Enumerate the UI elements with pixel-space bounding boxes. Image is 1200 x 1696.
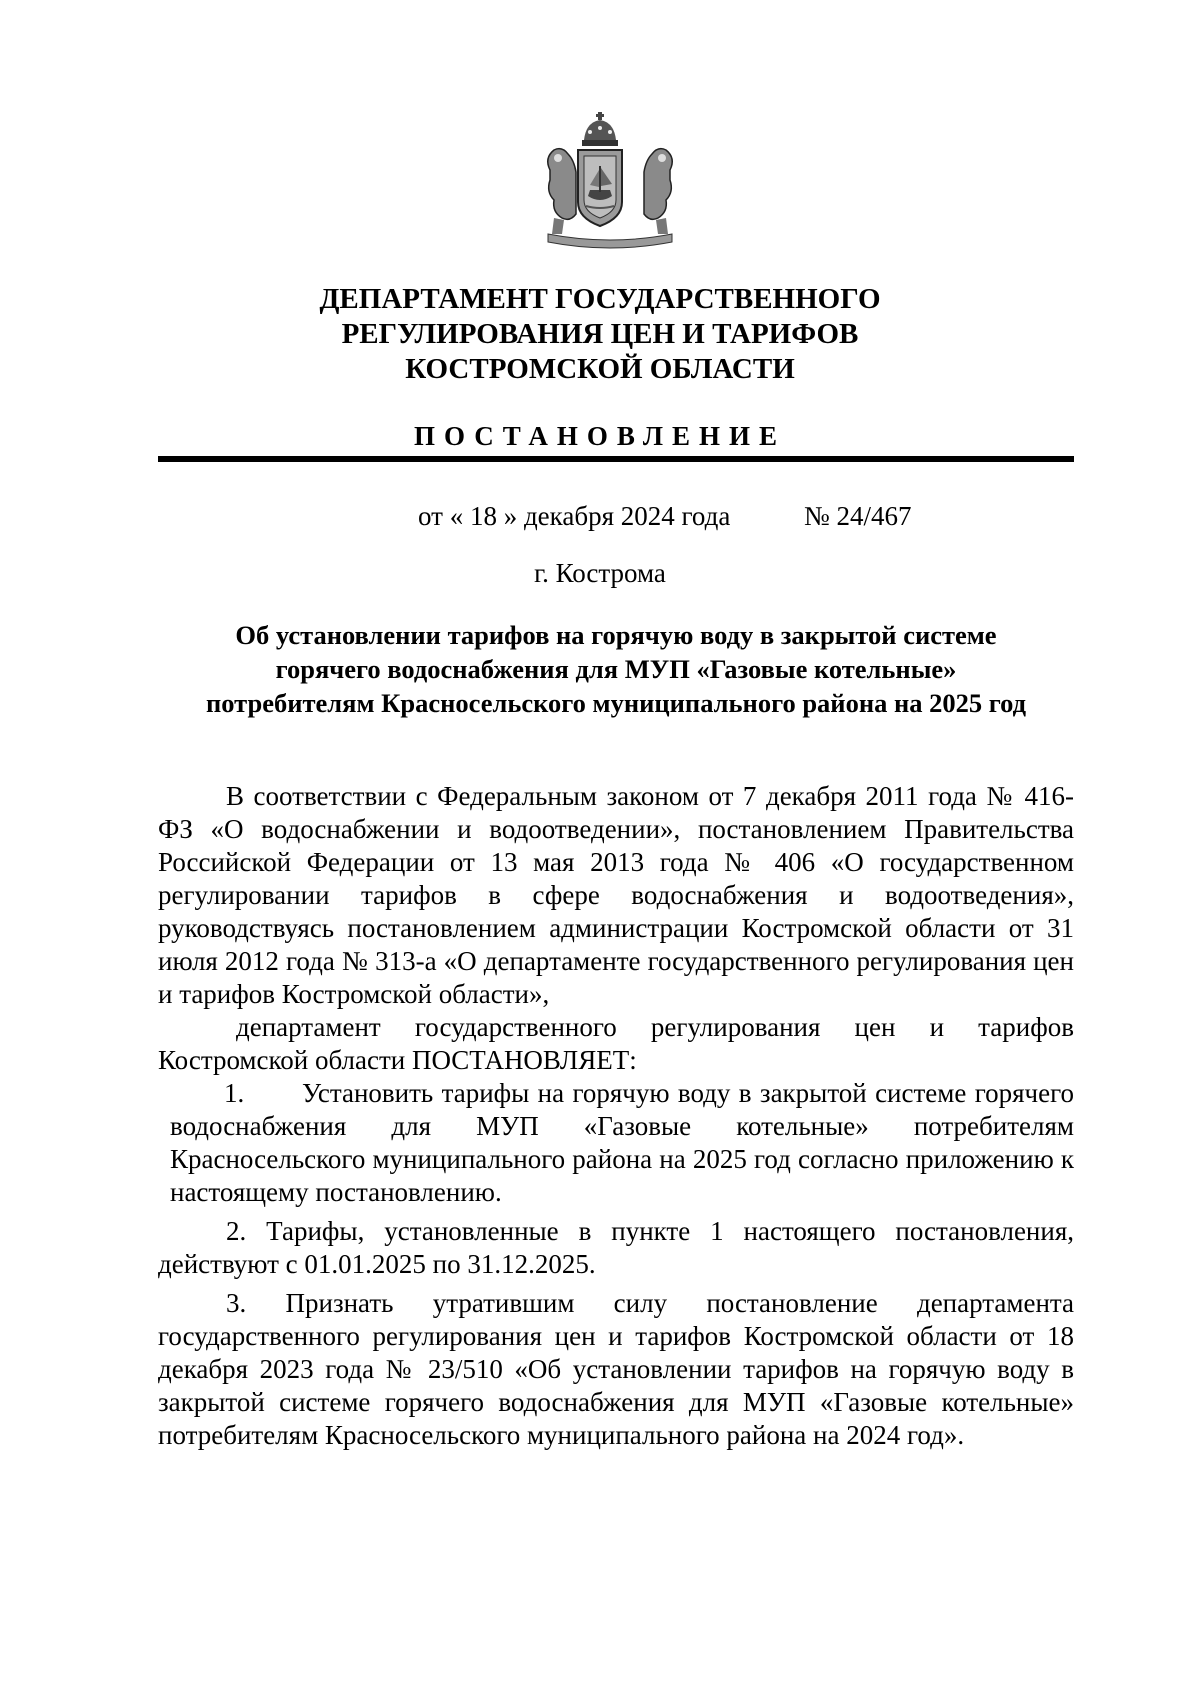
document-body <box>158 780 1074 1452</box>
item-1-text: Установить тарифы на горячую воду в закрытой системе горячего водоснабжения для МУП «Газовые котельные» потребителям Красносельского муниципального района на 2025 год согласно приложению к настоящему постановлению. <box>170 1078 1074 1207</box>
document-city: г. Кострома <box>534 558 666 588</box>
document-type: ПОСТАНОВЛЕНИЕ <box>413 421 787 451</box>
header-divider <box>158 456 1074 462</box>
header-line-2: РЕГУЛИРОВАНИЯ ЦЕН И ТАРИФОВ <box>341 318 859 350</box>
document-date: от « 18 » декабря 2024 года <box>418 501 731 531</box>
item-1-number: 1. <box>224 1078 245 1108</box>
item-1-paragraph <box>170 1077 1074 1209</box>
item-3-paragraph: 3. Признать утратившим силу постановление департамента государственного регулирования цен и тарифов Костромской области от 18 декабря 2023 года № 23/510 «Об установлении тарифов на горячую воду в закрытой системе горячего водоснабжения для МУП «Газовые котельные» потребителям Красносельского муниципального района на 2024 год». <box>158 1288 1074 1450</box>
department-header <box>0 282 1200 387</box>
document-title <box>158 618 1074 720</box>
title-line-2: горячего водоснабжения для МУП «Газовые котельные» <box>275 654 957 684</box>
resolves-paragraph: департамент государственного регулирования цен и тарифов Костромской области ПОСТАНОВЛЯЕТ: <box>158 1012 1074 1075</box>
document-number: № 24/467 <box>804 501 912 531</box>
preamble-paragraph: В соответствии с Федеральным законом от 7 декабря 2011 года № 416-ФЗ «О водоснабжении и водоотведении», постановлением Правительства Российской Федерации от 13 мая 2013 года № 406 «О государственном регулировании тарифов в сфере водоснабжения и водоотведения», руководствуясь постановлением администрации Костромской области от 31 июля 2012 года № 313-а «О департаменте государственного регулирования цен и тарифов Костромской области», <box>158 781 1074 1009</box>
title-line-3: потребителям Красносельского муниципального района на 2025 год <box>205 688 1027 718</box>
item-2-paragraph: 2. Тарифы, установленные в пункте 1 настоящего постановления, действуют с 01.01.2025 по 31.12.2025. <box>158 1216 1074 1279</box>
title-line-1: Об установлении тарифов на горячую воду в закрытой системе <box>235 620 997 650</box>
header-line-3: КОСТРОМСКОЙ ОБЛАСТИ <box>405 353 795 385</box>
coat-of-arms-emblem <box>540 110 680 256</box>
header-line-1: ДЕПАРТАМЕНТ ГОСУДАРСТВЕННОГО <box>319 283 881 315</box>
